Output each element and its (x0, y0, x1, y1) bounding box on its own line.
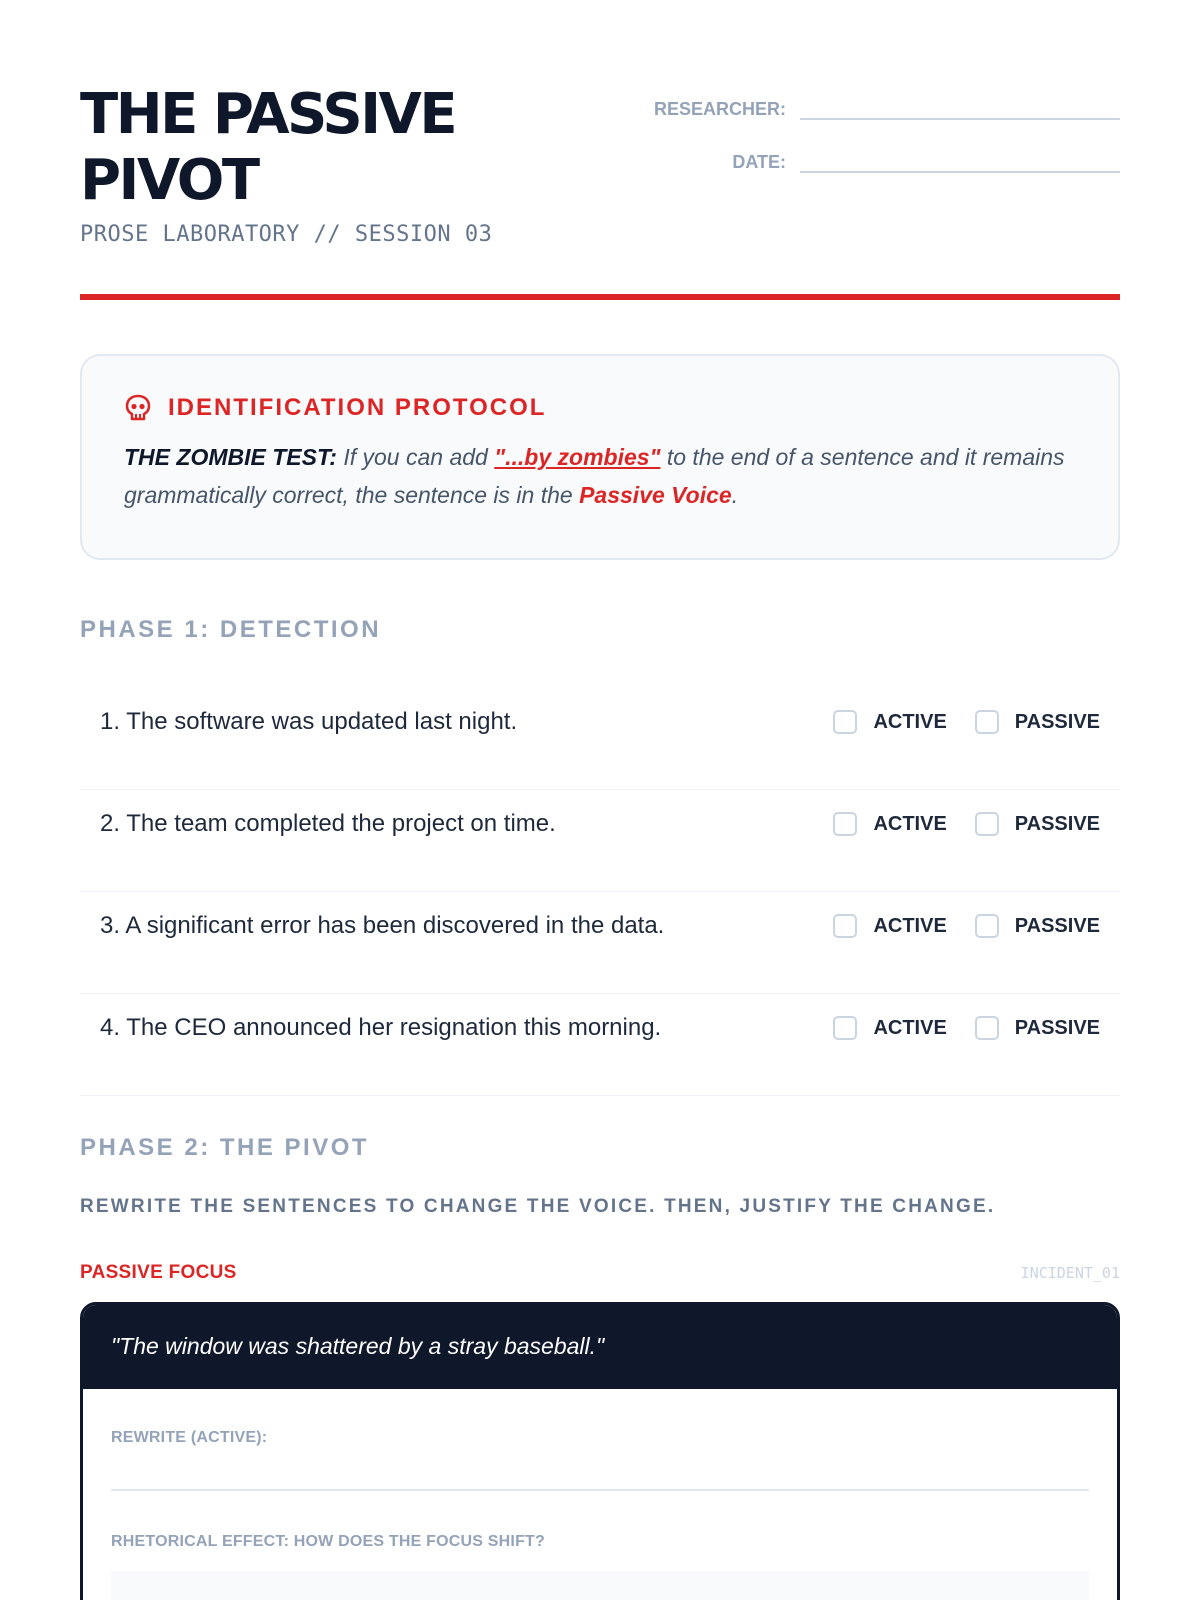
active-label-1: ACTIVE (873, 710, 947, 733)
detection-row-4 (80, 994, 1120, 1096)
active-label-2: ACTIVE (873, 812, 947, 835)
researcher-input[interactable] (800, 88, 1120, 120)
active-option-2[interactable] (833, 812, 946, 836)
rewrite-input-line[interactable] (111, 1489, 1089, 1491)
page-subtitle: PROSE LABORATORY // SESSION 03 (80, 222, 493, 247)
passive-option-2[interactable] (975, 812, 1100, 836)
sentence-2: 2. The team completed the project on time. (100, 810, 556, 837)
worksheet-page (80, 0, 1120, 1550)
detection-row-2 (80, 790, 1120, 892)
incident-card-body (83, 1389, 1117, 1600)
voice-options-3 (805, 914, 1100, 938)
active-option-3[interactable] (833, 914, 946, 938)
passive-checkbox-2[interactable] (975, 812, 999, 836)
active-label-3: ACTIVE (873, 914, 947, 937)
researcher-label: RESEARCHER: (653, 99, 786, 119)
rhetorical-effect-label: RHETORICAL EFFECT: HOW DOES THE FOCUS SHIFT? (111, 1533, 545, 1550)
page-title: THE PASSIVE PIVOT (80, 82, 456, 213)
sentence-3: 3. A significant error has been discovered in the data. (100, 912, 665, 939)
active-option-4[interactable] (833, 1016, 946, 1040)
protocol-text-1: If you can add (336, 444, 495, 470)
passive-option-3[interactable] (975, 914, 1100, 938)
date-field-row (600, 141, 1120, 173)
by-zombies-phrase: "...by zombies" (494, 444, 661, 470)
passive-label-3: PASSIVE (1014, 914, 1100, 937)
incident-quote: "The window was shattered by a stray baseball." (83, 1305, 1117, 1389)
sentence-1: 1. The software was updated last night. (100, 708, 518, 735)
protocol-text-2: to the end of a sentence and it remains grammatically correct, the sentence is in the (124, 444, 1065, 508)
passive-label-2: PASSIVE (1014, 812, 1100, 835)
passive-option-1[interactable] (975, 710, 1100, 734)
protocol-heading (124, 392, 1076, 424)
active-checkbox-2[interactable] (833, 812, 857, 836)
passive-checkbox-3[interactable] (975, 914, 999, 938)
protocol-text-3: . (731, 482, 739, 508)
detection-row-3 (80, 892, 1120, 994)
identification-protocol-box (80, 354, 1120, 560)
rhetorical-effect-area[interactable] (111, 1571, 1089, 1600)
passive-option-4[interactable] (975, 1016, 1100, 1040)
researcher-field-row (600, 88, 1120, 120)
detection-list (80, 688, 1120, 1096)
passive-label-1: PASSIVE (1014, 710, 1100, 733)
active-checkbox-1[interactable] (833, 710, 857, 734)
header-divider (80, 294, 1120, 300)
voice-options-1 (805, 710, 1100, 734)
passive-voice-term: Passive Voice (579, 482, 732, 508)
header-fields (600, 88, 1120, 194)
header (80, 0, 1120, 300)
incident-id: INCIDENT_01 (1020, 1264, 1120, 1282)
passive-checkbox-1[interactable] (975, 710, 999, 734)
passive-focus-label: PASSIVE FOCUS (80, 1262, 237, 1283)
passive-checkbox-4[interactable] (975, 1016, 999, 1040)
protocol-title: IDENTIFICATION PROTOCOL (168, 394, 547, 421)
date-label: DATE: (732, 152, 786, 172)
phase-1-title: PHASE 1: DETECTION (80, 616, 382, 643)
active-label-4: ACTIVE (873, 1016, 947, 1039)
active-option-1[interactable] (833, 710, 946, 734)
detection-row-1 (80, 688, 1120, 790)
skull-icon (124, 393, 152, 423)
active-checkbox-3[interactable] (833, 914, 857, 938)
voice-options-4 (805, 1016, 1100, 1040)
sentence-4: 4. The CEO announced her resignation this morning. (100, 1014, 662, 1041)
zombie-test-label: THE ZOMBIE TEST: (124, 444, 337, 470)
voice-options-2 (805, 812, 1100, 836)
phase-2-instructions: REWRITE THE SENTENCES TO CHANGE THE VOICE. THEN, JUSTIFY THE CHANGE. (80, 1196, 996, 1217)
active-checkbox-4[interactable] (833, 1016, 857, 1040)
passive-label-4: PASSIVE (1014, 1016, 1100, 1039)
protocol-description (124, 438, 1076, 514)
phase-2-title: PHASE 2: THE PIVOT (80, 1134, 370, 1161)
date-input[interactable] (800, 141, 1120, 173)
incident-card (80, 1302, 1120, 1600)
rewrite-label: REWRITE (ACTIVE): (111, 1429, 268, 1446)
